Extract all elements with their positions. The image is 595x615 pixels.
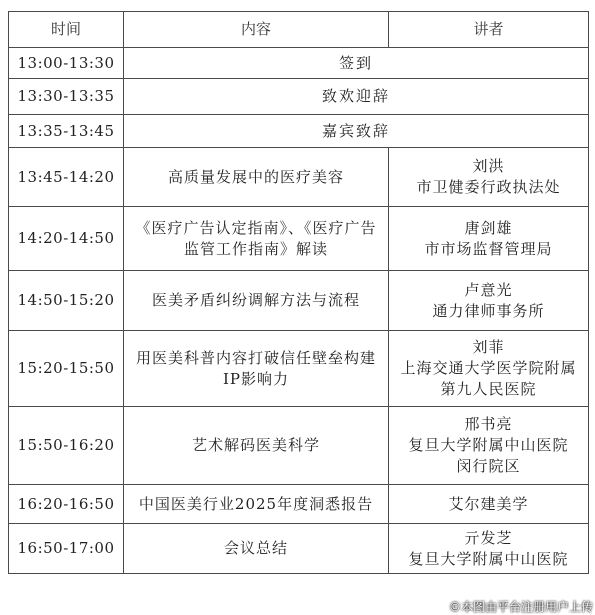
speaker-affiliation: 市市场监督管理局 bbox=[424, 239, 553, 258]
header-time: 时间 bbox=[9, 12, 124, 48]
table-row bbox=[9, 331, 589, 407]
topic-cell: 高质量发展中的医疗美容 bbox=[124, 148, 389, 207]
speaker-name: 艾尔建美学 bbox=[448, 494, 529, 513]
speaker-name: 邢书亮 bbox=[464, 415, 513, 433]
time-cell: 15:20-15:50 bbox=[9, 331, 124, 407]
time-cell: 13:45-14:20 bbox=[9, 148, 124, 207]
session-cell: 嘉宾致辞 bbox=[124, 115, 589, 148]
speaker-cell bbox=[389, 524, 589, 574]
table-row bbox=[9, 207, 589, 271]
time-cell: 16:20-16:50 bbox=[9, 485, 124, 524]
speaker-affiliation: 上海交通大学医学院附属 bbox=[400, 359, 577, 377]
table-row bbox=[9, 148, 589, 207]
time-cell: 14:50-15:20 bbox=[9, 271, 124, 331]
speaker-cell bbox=[389, 331, 589, 407]
table-row bbox=[9, 48, 589, 79]
session-cell: 致欢迎辞 bbox=[124, 79, 589, 115]
schedule-table bbox=[8, 11, 589, 574]
speaker-affiliation: 复旦大学附属中山医院 bbox=[408, 436, 569, 454]
table-row bbox=[9, 271, 589, 331]
speaker-name: 卢意光 bbox=[464, 280, 513, 299]
topic-cell: 医美矛盾纠纷调解方法与流程 bbox=[124, 271, 389, 331]
table-row bbox=[9, 115, 589, 148]
table-row bbox=[9, 524, 589, 574]
time-cell: 16:50-17:00 bbox=[9, 524, 124, 574]
speaker-cell bbox=[389, 207, 589, 271]
table-row bbox=[9, 407, 589, 485]
topic-cell: 中国医美行业2025年度洞悉报告 bbox=[124, 485, 389, 524]
table-row bbox=[9, 485, 589, 524]
speaker-cell bbox=[389, 407, 589, 485]
speaker-cell bbox=[389, 485, 589, 524]
speaker-affiliation: 市卫健委行政执法处 bbox=[416, 178, 561, 196]
speaker-affiliation: 复旦大学附属中山医院 bbox=[408, 549, 569, 568]
time-cell: 13:00-13:30 bbox=[9, 48, 124, 79]
topic-cell: 会议总结 bbox=[124, 524, 389, 574]
time-cell: 13:30-13:35 bbox=[9, 79, 124, 115]
speaker-affiliation: 闵行院区 bbox=[456, 457, 521, 475]
watermark-text: ©本图由平台注册用户上传 bbox=[448, 600, 593, 614]
header-speaker: 讲者 bbox=[389, 12, 589, 48]
speaker-affiliation: 第九人民医院 bbox=[440, 380, 537, 398]
time-cell: 15:50-16:20 bbox=[9, 407, 124, 485]
speaker-name: 刘菲 bbox=[472, 338, 505, 356]
speaker-affiliation: 通力律师事务所 bbox=[432, 301, 545, 320]
speaker-cell bbox=[389, 148, 589, 207]
speaker-cell bbox=[389, 271, 589, 331]
table-row bbox=[9, 79, 589, 115]
time-cell: 13:35-13:45 bbox=[9, 115, 124, 148]
session-cell: 签到 bbox=[124, 48, 589, 79]
topic-cell: 用医美科普内容打破信任壁垒构建IP影响力 bbox=[124, 331, 389, 407]
header-row bbox=[9, 12, 589, 48]
speaker-name: 刘洪 bbox=[472, 157, 505, 175]
time-cell: 14:20-14:50 bbox=[9, 207, 124, 271]
topic-cell: 艺术解码医美科学 bbox=[124, 407, 389, 485]
topic-cell: 《医疗广告认定指南》、《医疗广告监管工作指南》解读 bbox=[124, 207, 389, 271]
header-content: 内容 bbox=[124, 12, 389, 48]
speaker-name: 亓发芝 bbox=[464, 528, 513, 547]
speaker-name: 唐剑雄 bbox=[464, 218, 513, 237]
